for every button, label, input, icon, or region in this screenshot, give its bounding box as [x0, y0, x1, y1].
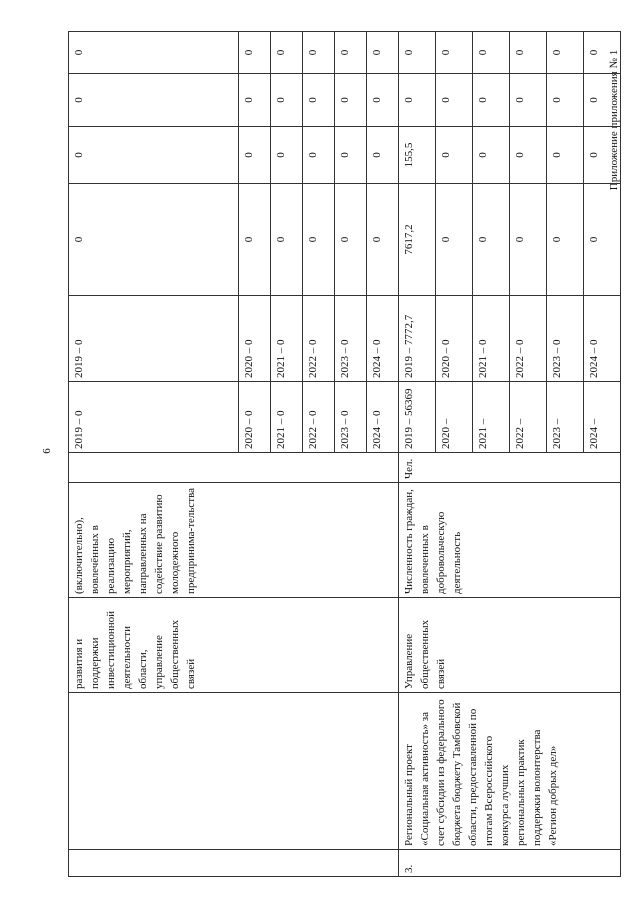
value-cell: 0	[271, 127, 303, 184]
value-cell: 0	[547, 32, 584, 74]
project-name-cell: Региональный проект «Социальная активность» за счет субсидии из федерального бюджета бюджету Тамбовской области, предоставленной по итогам Всероссийского конкурса лучших региональных практик поддержки волонтерства «Регион добрых дел»	[399, 693, 621, 850]
indicator-table	[68, 31, 621, 877]
year-target-cell: 2019 – 56369	[399, 382, 436, 453]
year-target-cell: 2023 – 0	[335, 382, 367, 453]
value-cell: 0	[367, 74, 399, 127]
year-funding-cell: 2022 – 0	[303, 296, 335, 382]
value-cell: 0	[367, 32, 399, 74]
value-cell: 0	[69, 184, 239, 296]
value-cell: 0	[399, 74, 436, 127]
value-cell: 0	[303, 184, 335, 296]
value-cell: 0	[473, 74, 510, 127]
value-cell: 0	[584, 127, 621, 184]
value-cell: 0	[239, 74, 271, 127]
year-target-cell: 2022 – 0	[303, 382, 335, 453]
project-name-cell	[69, 693, 399, 850]
year-target-cell: 2019 – 0	[69, 382, 239, 453]
year-target-cell: 2021 – 0	[271, 382, 303, 453]
value-cell: 0	[473, 184, 510, 296]
value-cell: 0	[367, 184, 399, 296]
value-cell: 0	[335, 32, 367, 74]
value-cell: 0	[584, 74, 621, 127]
year-funding-cell: 2020 – 0	[239, 296, 271, 382]
year-funding-cell: 2019 – 7772,7	[399, 296, 436, 382]
value-cell: 0	[510, 184, 547, 296]
value-cell: 0	[510, 74, 547, 127]
value-cell: 0	[547, 184, 584, 296]
value-cell: 7617,2	[399, 184, 436, 296]
value-cell: 0	[69, 74, 239, 127]
value-cell: 0	[303, 127, 335, 184]
year-funding-cell: 2022 – 0	[510, 296, 547, 382]
value-cell: 0	[473, 32, 510, 74]
indicator-cell: (включительно), вовлечённых в реализацию мероприятий, направленных на содействие развитию молодежного предпринима-тельства	[69, 483, 399, 598]
value-cell: 0	[510, 127, 547, 184]
value-cell: 0	[239, 184, 271, 296]
value-cell: 0	[271, 32, 303, 74]
value-cell: 0	[69, 32, 239, 74]
value-cell: 0	[436, 184, 473, 296]
year-funding-cell: 2021 – 0	[271, 296, 303, 382]
value-cell: 0	[239, 32, 271, 74]
value-cell: 0	[547, 74, 584, 127]
value-cell: 0	[303, 32, 335, 74]
value-cell: 0	[239, 127, 271, 184]
year-funding-cell: 2024 – 0	[367, 296, 399, 382]
appendix-label: Приложение приложения № 1	[608, 49, 621, 191]
year-funding-cell: 2021 – 0	[473, 296, 510, 382]
row-number-cell	[69, 850, 399, 877]
year-funding-cell: 2024 – 0	[584, 296, 621, 382]
table-row	[399, 32, 436, 877]
year-funding-cell: 2019 – 0	[69, 296, 239, 382]
year-target-cell: 2024 – 0	[367, 382, 399, 453]
unit-cell: Чел.	[399, 453, 621, 483]
year-target-cell: 2022 –	[510, 382, 547, 453]
responsible-cell: развития и поддержки инвестиционной деятельности области, управление общественных связей	[69, 598, 399, 693]
year-target-cell: 2023 –	[547, 382, 584, 453]
table-row	[69, 32, 239, 877]
value-cell: 0	[335, 184, 367, 296]
indicator-cell: Численность граждан, вовлеченных в добровольческую деятельность	[399, 483, 621, 598]
unit-cell	[69, 453, 399, 483]
year-target-cell: 2020 – 0	[239, 382, 271, 453]
value-cell: 0	[335, 74, 367, 127]
responsible-cell: Управление общественных связей	[399, 598, 621, 693]
value-cell: 0	[271, 184, 303, 296]
value-cell: 0	[436, 74, 473, 127]
value-cell: 0	[303, 74, 335, 127]
year-funding-cell: 2023 – 0	[547, 296, 584, 382]
value-cell: 0	[584, 32, 621, 74]
value-cell: 0	[69, 127, 239, 184]
row-number-cell: 3.	[399, 850, 621, 877]
value-cell: 0	[473, 127, 510, 184]
year-target-cell: 2021 –	[473, 382, 510, 453]
value-cell: 0	[367, 127, 399, 184]
value-cell: 0	[584, 184, 621, 296]
page-number: 6	[40, 448, 53, 454]
value-cell: 0	[510, 32, 547, 74]
year-target-cell: 2020 –	[436, 382, 473, 453]
value-cell: 0	[335, 127, 367, 184]
rotated-sheet	[68, 32, 610, 877]
year-target-cell: 2024 –	[584, 382, 621, 453]
year-funding-cell: 2020 – 0	[436, 296, 473, 382]
year-funding-cell: 2023 – 0	[335, 296, 367, 382]
value-cell: 0	[547, 127, 584, 184]
value-cell: 0	[436, 127, 473, 184]
value-cell: 0	[436, 32, 473, 74]
value-cell: 0	[399, 32, 436, 74]
value-cell: 155,5	[399, 127, 436, 184]
value-cell: 0	[271, 74, 303, 127]
